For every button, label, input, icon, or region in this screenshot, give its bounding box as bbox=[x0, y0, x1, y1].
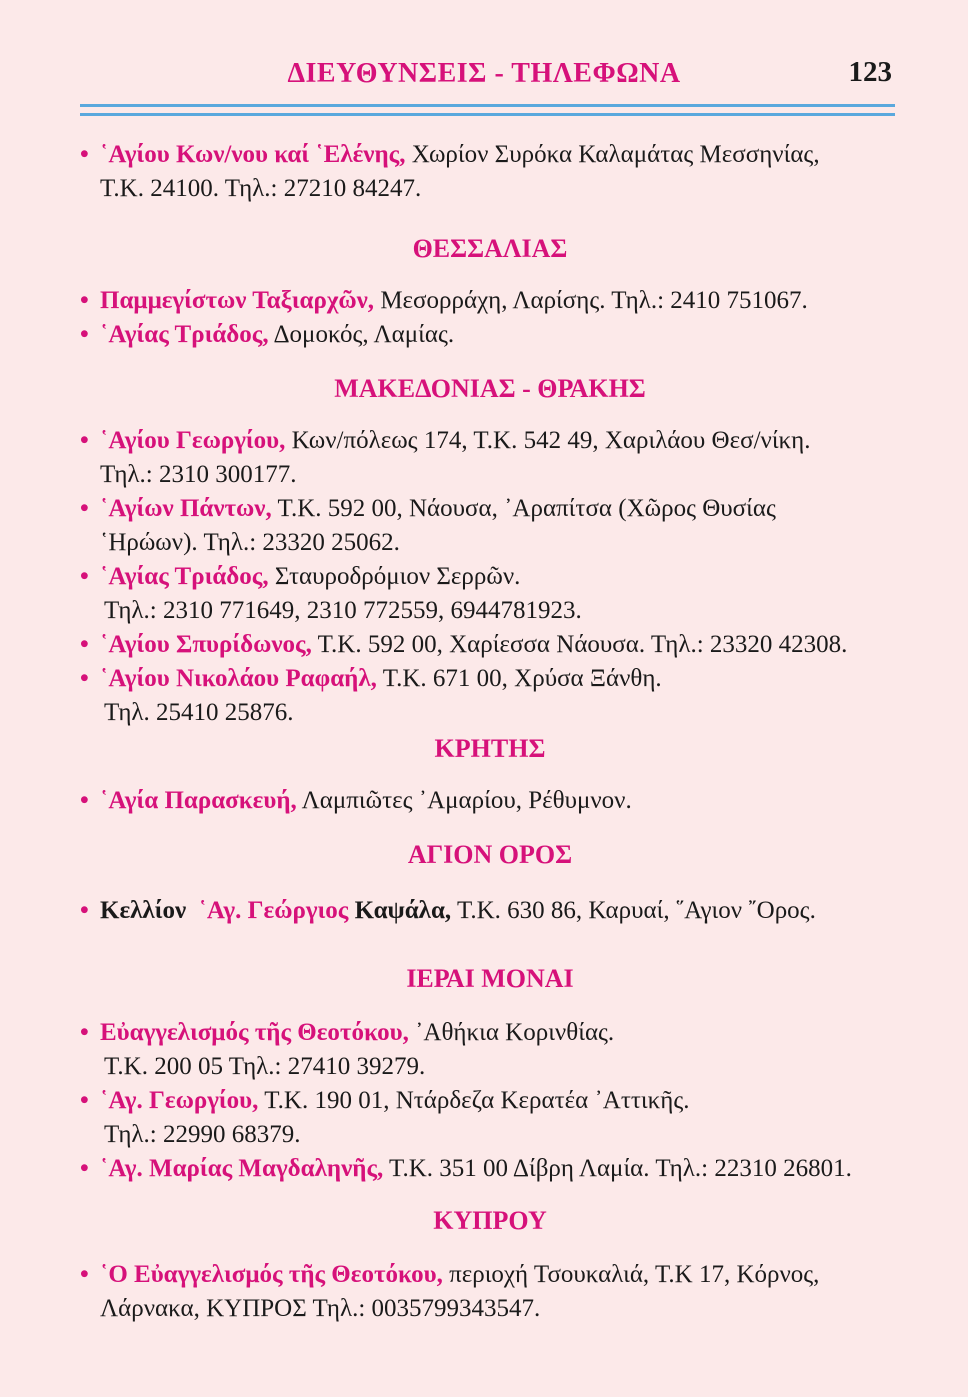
address-text: Λάρνακα, ΚΥΠΡΟΣ Τηλ.: 0035799343547. bbox=[100, 1295, 541, 1322]
bullet: • bbox=[80, 631, 89, 658]
bullet: • bbox=[80, 495, 89, 522]
address-text: περιοχή Τσουκαλιά, Τ.Κ 17, Κόρνος, bbox=[442, 1261, 820, 1288]
monastery-name: ῾Αγία Παρασκευή, bbox=[100, 787, 297, 814]
address-text: Τηλ.: 2310 300177. bbox=[100, 461, 297, 488]
section-heading-ierai-monai: ΙΕΡΑΙ ΜΟΝΑΙ bbox=[406, 964, 574, 993]
bullet: • bbox=[80, 563, 89, 590]
monastery-name: ῾Αγ. Γεώργιος bbox=[186, 897, 349, 924]
monastery-name: ῾Αγίου Νικολάου Ραφαήλ, bbox=[100, 665, 377, 692]
monastery-name: ῾Αγίας Τριάδος, bbox=[100, 563, 269, 590]
section-heading-agion-oros: ΑΓΙΟΝ ΟΡΟΣ bbox=[407, 840, 573, 869]
section-heading-thessalias: ΘΕΣΣΑΛΙΑΣ bbox=[412, 234, 568, 263]
header-rule-top bbox=[80, 104, 895, 107]
address-text: Τ.Κ. 592 00, Νάουσα, ᾿Αραπίτσα (Χῶρος Θυσίας bbox=[271, 495, 776, 522]
address-text: Τηλ.: 2310 771649, 2310 772559, 6944781923. bbox=[104, 597, 582, 624]
list-item bbox=[80, 284, 900, 318]
list-item bbox=[80, 1084, 900, 1152]
address-list bbox=[80, 138, 900, 1326]
list-item bbox=[80, 138, 900, 206]
address-text: Τηλ.: 22990 68379. bbox=[104, 1121, 301, 1148]
monastery-name: ῾Αγ. Γεωργίου, bbox=[100, 1087, 259, 1114]
monastery-name: ῾Αγίας Τριάδος, bbox=[100, 321, 269, 348]
list-item bbox=[80, 1152, 900, 1186]
address-text: Κων/πόλεως 174, Τ.Κ. 542 49, Χαριλάου Θεσ/νίκη. bbox=[285, 427, 811, 454]
list-item bbox=[80, 628, 900, 662]
monastery-name: Εὐαγγελισμός τῆς Θεοτόκου, bbox=[100, 1019, 409, 1046]
address-text: Χωρίον Συρόκα Καλαμάτας Μεσσηνίας, bbox=[405, 141, 820, 168]
address-text: Τηλ. 25410 25876. bbox=[104, 699, 294, 726]
bullet: • bbox=[80, 1087, 89, 1114]
bullet: • bbox=[80, 665, 89, 692]
list-item bbox=[80, 1258, 900, 1326]
monastery-name: ῾Αγίου Κων/νου καί ῾Ελένης, bbox=[100, 141, 406, 168]
bullet: • bbox=[80, 141, 89, 168]
bullet: • bbox=[80, 427, 89, 454]
bullet: • bbox=[80, 1019, 89, 1046]
bullet: • bbox=[80, 787, 89, 814]
list-item bbox=[80, 784, 900, 818]
address-text: Τ.Κ. 630 86, Καρυαί, ῞Αγιον ῎Ορος. bbox=[451, 897, 816, 924]
bullet: • bbox=[80, 1155, 89, 1182]
page-number: 123 bbox=[848, 56, 892, 88]
monastery-name: ῾Ο Εὐαγγελισμός τῆς Θεοτόκου, bbox=[100, 1261, 443, 1288]
cell-suffix: Καψάλα, bbox=[348, 897, 452, 924]
list-item bbox=[80, 662, 900, 730]
page-header-title: ΔΙΕΥΘΥΝΣΕΙΣ - ΤΗΛΕΦΩΝΑ bbox=[287, 58, 681, 89]
list-item bbox=[80, 492, 900, 560]
list-item bbox=[80, 1016, 900, 1084]
list-item bbox=[80, 560, 900, 628]
monastery-name: ῾Αγίου Γεωργίου, bbox=[100, 427, 286, 454]
section-heading-kritis: ΚΡΗΤΗΣ bbox=[434, 734, 546, 763]
address-text: Τ.Κ. 351 00 Δίβρη Λαμία. Τηλ.: 22310 26801. bbox=[383, 1155, 852, 1182]
address-text: Σταυροδρόμιον Σερρῶν. bbox=[268, 563, 521, 590]
header-rule-bottom bbox=[80, 113, 895, 116]
list-item bbox=[80, 894, 900, 928]
address-text: ῾Ηρώων). Τηλ.: 23320 25062. bbox=[100, 529, 400, 556]
bullet: • bbox=[80, 1261, 89, 1288]
address-text: Τ.Κ. 200 05 Τηλ.: 27410 39279. bbox=[104, 1053, 426, 1080]
monastery-name: Παμμεγίστων Ταξιαρχῶν, bbox=[100, 287, 375, 314]
section-heading-makedonias: ΜΑΚΕΔΟΝΙΑΣ - ΘΡΑΚΗΣ bbox=[334, 374, 646, 403]
monastery-name: ῾Αγίου Σπυρίδωνος, bbox=[100, 631, 312, 658]
bullet: • bbox=[80, 321, 89, 348]
address-text: Τ.Κ. 24100. Τηλ.: 27210 84247. bbox=[100, 175, 422, 202]
address-text: ᾿Αθήκια Κορινθίας. bbox=[408, 1019, 615, 1046]
bullet: • bbox=[80, 287, 89, 314]
list-item bbox=[80, 318, 900, 352]
section-heading-kyprou: ΚΥΠΡΟΥ bbox=[433, 1206, 547, 1235]
monastery-name: ῾Αγίων Πάντων, bbox=[100, 495, 272, 522]
bullet: • bbox=[80, 897, 89, 924]
address-text: Τ.Κ. 592 00, Χαρίεσσα Νάουσα. Τηλ.: 23320 42308. bbox=[311, 631, 848, 658]
address-text: Λαμπιῶτες ᾿Αμαρίου, Ρέθυμνον. bbox=[296, 787, 632, 814]
address-text: Τ.Κ. 190 01, Ντάρδεζα Κερατέα ᾿Αττικῆς. bbox=[258, 1087, 690, 1114]
cell-prefix: Κελλίον bbox=[100, 897, 187, 924]
address-text: Δομοκός, Λαμίας. bbox=[268, 321, 455, 348]
address-text: Μεσορράχη, Λαρίσης. Τηλ.: 2410 751067. bbox=[374, 287, 808, 314]
address-text: Τ.Κ. 671 00, Χρύσα Ξάνθη. bbox=[376, 665, 662, 692]
monastery-name: ῾Αγ. Μαρίας Μαγδαληνῆς, bbox=[100, 1155, 384, 1182]
list-item bbox=[80, 424, 900, 492]
